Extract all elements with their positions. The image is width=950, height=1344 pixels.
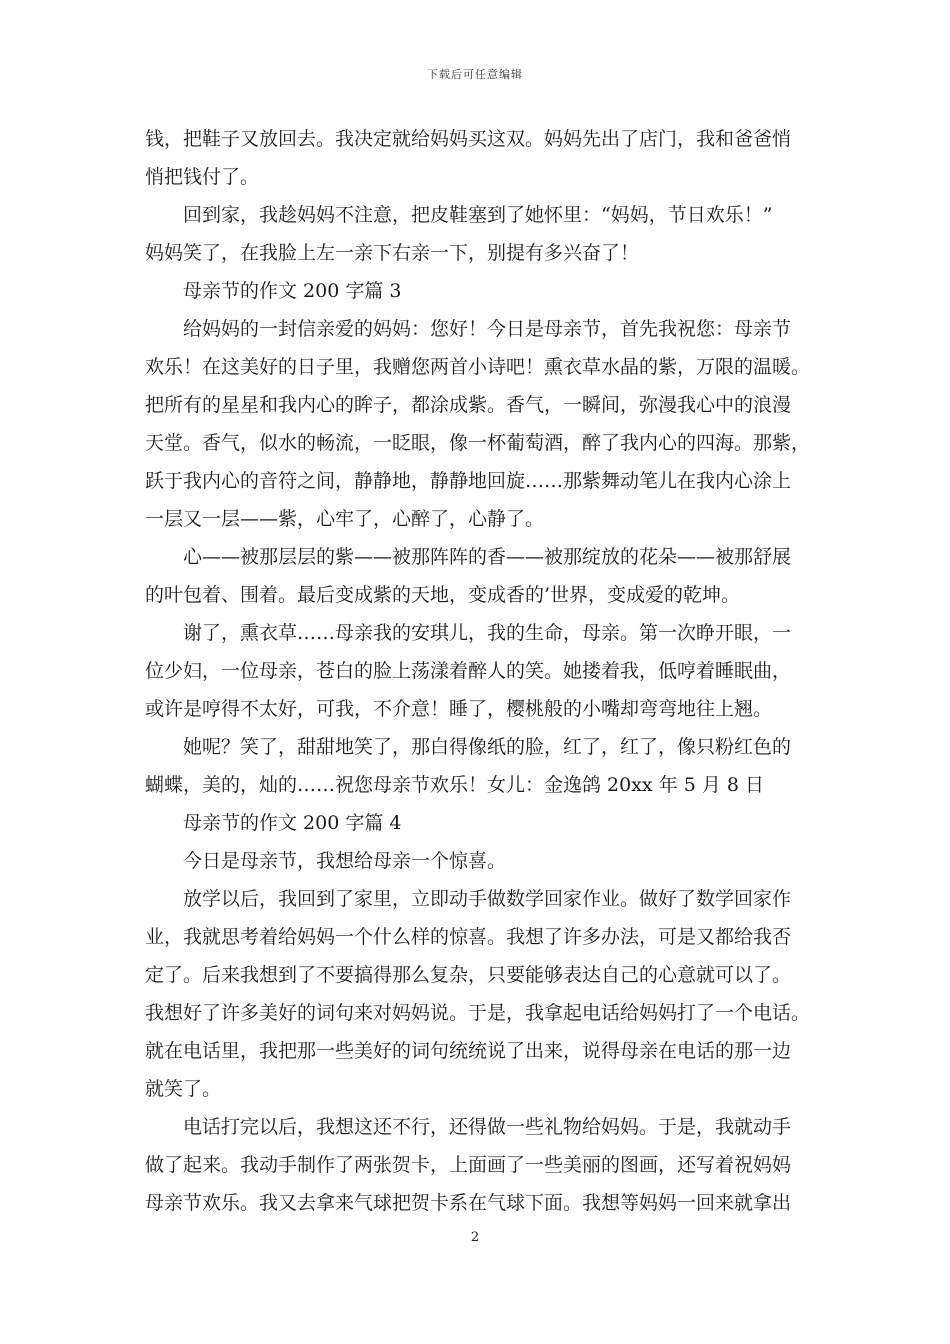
- text-line: 欢乐！在这美好的日子里，我赠您两首小诗吧！熏衣草水晶的紫，万限的温暖。: [145, 356, 811, 378]
- text-line: 母亲节欢乐。我又去拿来气球把贺卡系在气球下面。我想等妈妈一回来就拿出: [145, 1192, 792, 1214]
- text-line: 悄把钱付了。: [145, 166, 260, 188]
- text-line: 的叶包着、围着。最后变成紫的天地，变成香的’世界，变成爱的乾坤。: [145, 584, 741, 606]
- text-line: 就笑了。: [145, 1078, 222, 1100]
- text-line: 钱，把鞋子又放回去。我决定就给妈妈买这双。妈妈先出了店门，我和爸爸悄: [145, 128, 792, 150]
- text-line: 放学以后，我回到了家里，立即动手做数学回家作业。做好了数学回家作: [183, 888, 792, 910]
- document-body: [145, 120, 815, 1222]
- page-header: 下载后可任意编辑: [427, 68, 523, 81]
- text-line: 今日是母亲节，我想给母亲一个惊喜。: [183, 850, 507, 872]
- text-line: 把所有的星星和我内心的眸子，都涂成紫。香气，一瞬间，弥漫我心中的浪漫: [145, 394, 792, 416]
- text-line: 母亲节的作文 200 字篇 4: [183, 812, 402, 834]
- text-line: 她呢？笑了，甜甜地笑了，那白得像纸的脸，红了，红了，像只粉红色的: [183, 736, 792, 758]
- text-line: 电话打完以后，我想这还不行，还得做一些礼物给妈妈。于是，我就动手: [183, 1116, 792, 1138]
- text-line: 我想好了许多美好的词句来对妈妈说。于是，我拿起电话给妈妈打了一个电话。: [145, 1002, 811, 1024]
- text-line: 一层又一层——紫，心牢了，心醉了，心静了。: [145, 508, 545, 530]
- text-line: 或许是哼得不太好，可我，不介意！睡了，樱桃般的小嘴却弯弯地往上翘。: [145, 698, 773, 720]
- text-line: 谢了，熏衣草……母亲我的安琪儿，我的生命，母亲。第一次睁开眼，一: [183, 622, 792, 644]
- text-line: 跃于我内心的音符之间，静静地，静静地回旋……那紫舞动笔儿在我内心涂上: [145, 470, 792, 492]
- text-line: 天堂。香气，似水的畅流，一眨眼，像一杯葡萄酒，醉了我内心的四海。那紫，: [145, 432, 811, 454]
- page-number: 2: [470, 1230, 480, 1245]
- text-line: 母亲节的作文 200 字篇 3: [183, 280, 402, 302]
- text-line: 定了。后来我想到了不要搞得那么复杂，只要能够表达自己的心意就可以了。: [145, 964, 792, 986]
- text-line: 妈妈笑了，在我脸上左一亲下右亲一下，别提有多兴奋了！: [145, 242, 640, 264]
- text-line: 给妈妈的一封信亲爱的妈妈：您好！今日是母亲节，首先我祝您：母亲节: [183, 318, 792, 340]
- text-line: 蝴蝶，美的，灿的……祝您母亲节欢乐！女儿：金逸鸽 20xx 年 5 月 8 日: [145, 774, 765, 796]
- text-line: 就在电话里，我把那一些美好的词句统统说了出来，说得母亲在电话的那一边: [145, 1040, 792, 1062]
- text-line: 做了起来。我动手制作了两张贺卡，上面画了一些美丽的图画，还写着祝妈妈: [145, 1154, 792, 1176]
- text-line: 业，我就思考着给妈妈一个什么样的惊喜。我想了许多办法，可是又都给我否: [145, 926, 792, 948]
- text-line: 回到家，我趁妈妈不注意，把皮鞋塞到了她怀里：“妈妈，节日欢乐！”: [183, 204, 773, 226]
- text-line: 心——被那层层的紫——被那阵阵的香——被那绽放的花朵——被那舒展: [183, 546, 792, 568]
- text-line: 位少妇，一位母亲，苍白的脸上荡漾着醉人的笑。她搂着我，低哼着睡眠曲，: [145, 660, 792, 682]
